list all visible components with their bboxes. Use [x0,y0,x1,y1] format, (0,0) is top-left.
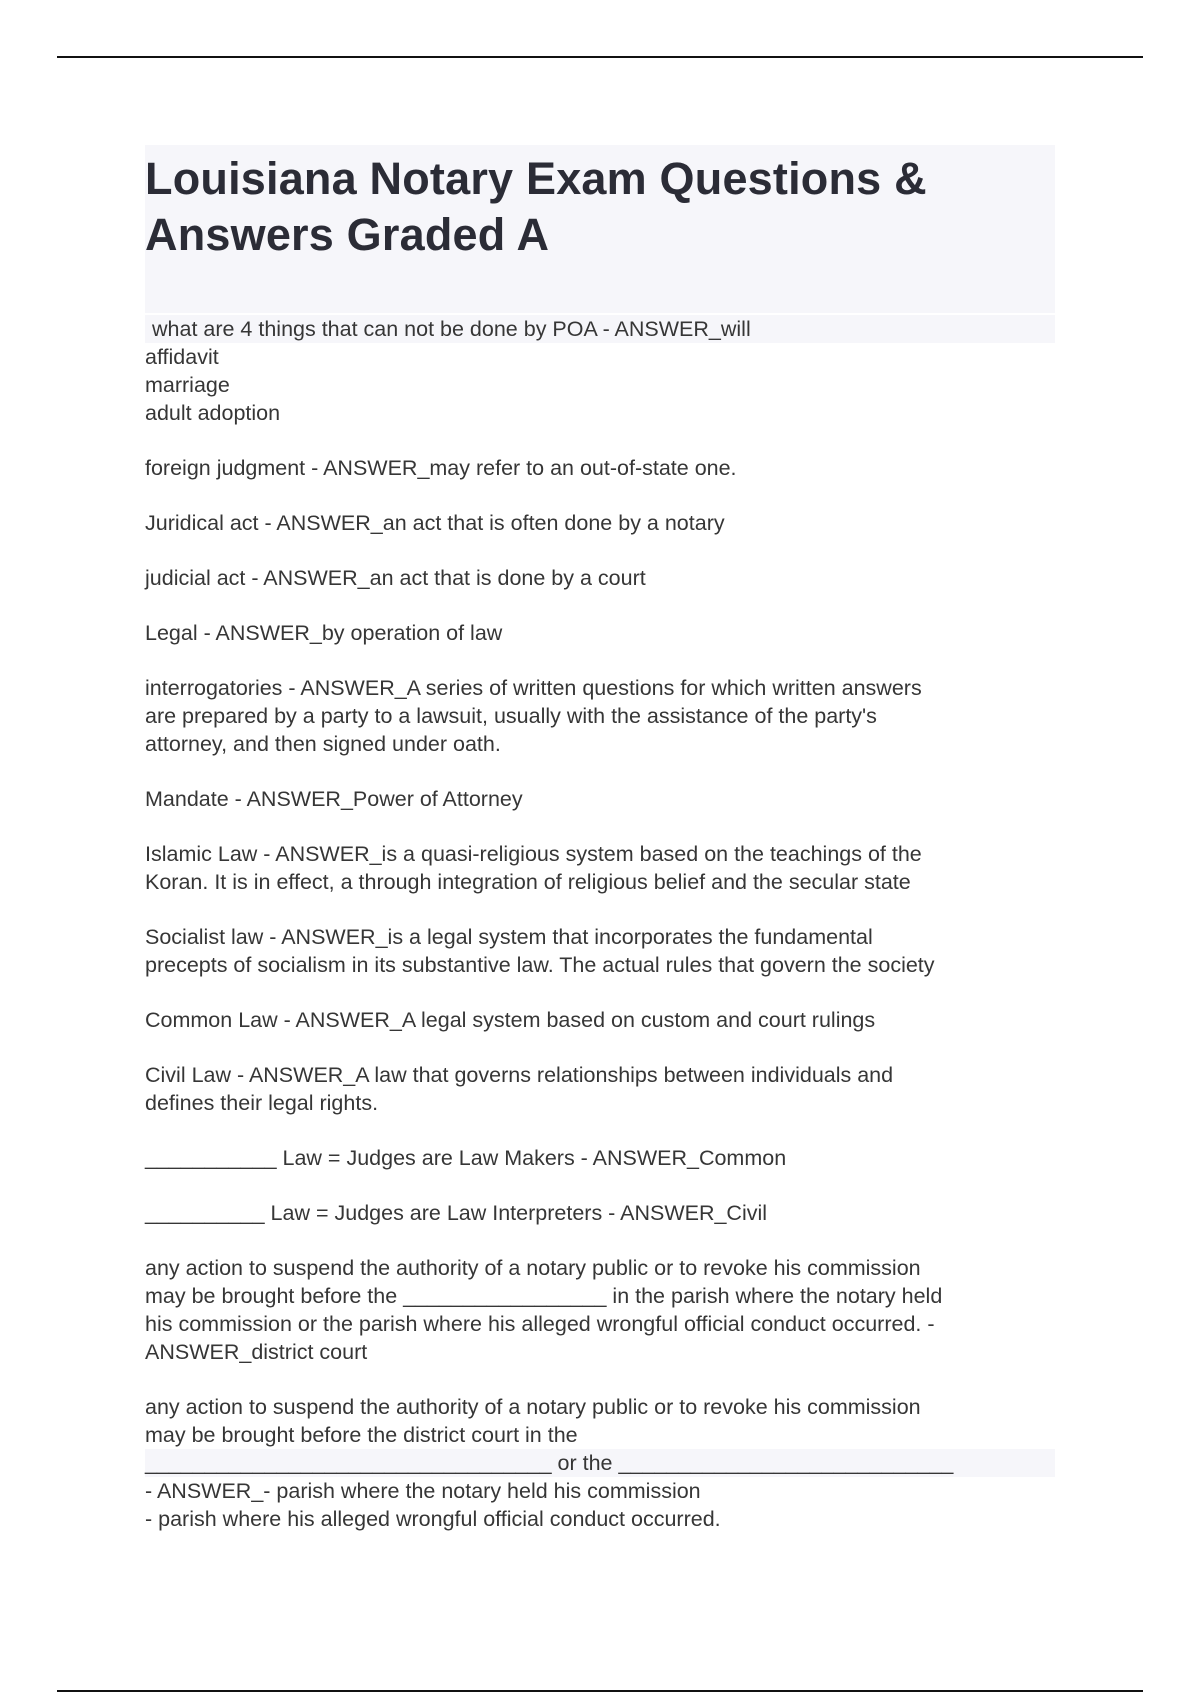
qa-line: any action to suspend the authority of a notary public or to revoke his commission [145,1256,921,1280]
document-title [145,145,1055,263]
qa-item [145,1393,1055,1533]
qa-line: ANSWER_district court [145,1340,368,1364]
qa-line: affidavit [145,345,219,369]
qa-item [145,1254,1055,1366]
qa-line: what are 4 things that can not be done by POA - ANSWER_will [145,315,1055,343]
qa-item [145,1199,1055,1227]
title-block [145,145,1055,313]
qa-item [145,923,1055,979]
qa-line: any action to suspend the authority of a notary public or to revoke his commission [145,1395,921,1419]
qa-line: may be brought before the _________________ in the parish where the notary held [145,1284,943,1308]
qa-line: marriage [145,373,230,397]
qa-line: __________ Law = Judges are Law Interpreters - ANSWER_Civil [145,1201,768,1225]
qa-line: __________________________________ or the ____________________________ [145,1449,1055,1477]
qa-item [145,315,1055,427]
qa-line: precepts of socialism in its substantive law. The actual rules that govern the society [145,953,935,977]
qa-line: - parish where his alleged wrongful official conduct occurred. [145,1507,721,1531]
qa-line: Islamic Law - ANSWER_is a quasi-religious system based on the teachings of the [145,842,922,866]
qa-line: Legal - ANSWER_by operation of law [145,621,503,645]
qa-line: foreign judgment - ANSWER_may refer to an out-of-state one. [145,456,737,480]
qa-line: judicial act - ANSWER_an act that is done by a court [145,566,646,590]
qa-item [145,564,1055,592]
qa-line: Juridical act - ANSWER_an act that is often done by a notary [145,511,725,535]
qa-line: may be brought before the district court in the [145,1423,578,1447]
qa-line: are prepared by a party to a lawsuit, usually with the assistance of the party's [145,704,877,728]
qa-item [145,1061,1055,1117]
qa-item [145,674,1055,758]
qa-item [145,619,1055,647]
document-page [145,145,1055,1560]
qa-item [145,1144,1055,1172]
qa-item [145,1006,1055,1034]
qa-line: Socialist law - ANSWER_is a legal system that incorporates the fundamental [145,925,873,949]
qa-line: Koran. It is in effect, a through integration of religious belief and the secular state [145,870,911,894]
qa-line: his commission or the parish where his alleged wrongful official conduct occurred. - [145,1312,935,1336]
qa-line: Common Law - ANSWER_A legal system based on custom and court rulings [145,1008,876,1032]
qa-line: defines their legal rights. [145,1091,379,1115]
qa-line: Civil Law - ANSWER_A law that governs relationships between individuals and [145,1063,894,1087]
title-line: Answers Graded A [145,209,550,260]
qa-line: attorney, and then signed under oath. [145,732,501,756]
header-rule [57,56,1143,58]
qa-item [145,785,1055,813]
qa-item [145,840,1055,896]
qa-list [145,315,1055,1533]
footer-rule [57,1690,1143,1692]
qa-line: Mandate - ANSWER_Power of Attorney [145,787,523,811]
qa-line: - ANSWER_- parish where the notary held his commission [145,1479,701,1503]
qa-line: ___________ Law = Judges are Law Makers - ANSWER_Common [145,1146,787,1170]
qa-item [145,454,1055,482]
qa-line: interrogatories - ANSWER_A series of written questions for which written answers [145,676,922,700]
qa-line: adult adoption [145,401,281,425]
title-line: Louisiana Notary Exam Questions & [145,153,927,204]
qa-item [145,509,1055,537]
